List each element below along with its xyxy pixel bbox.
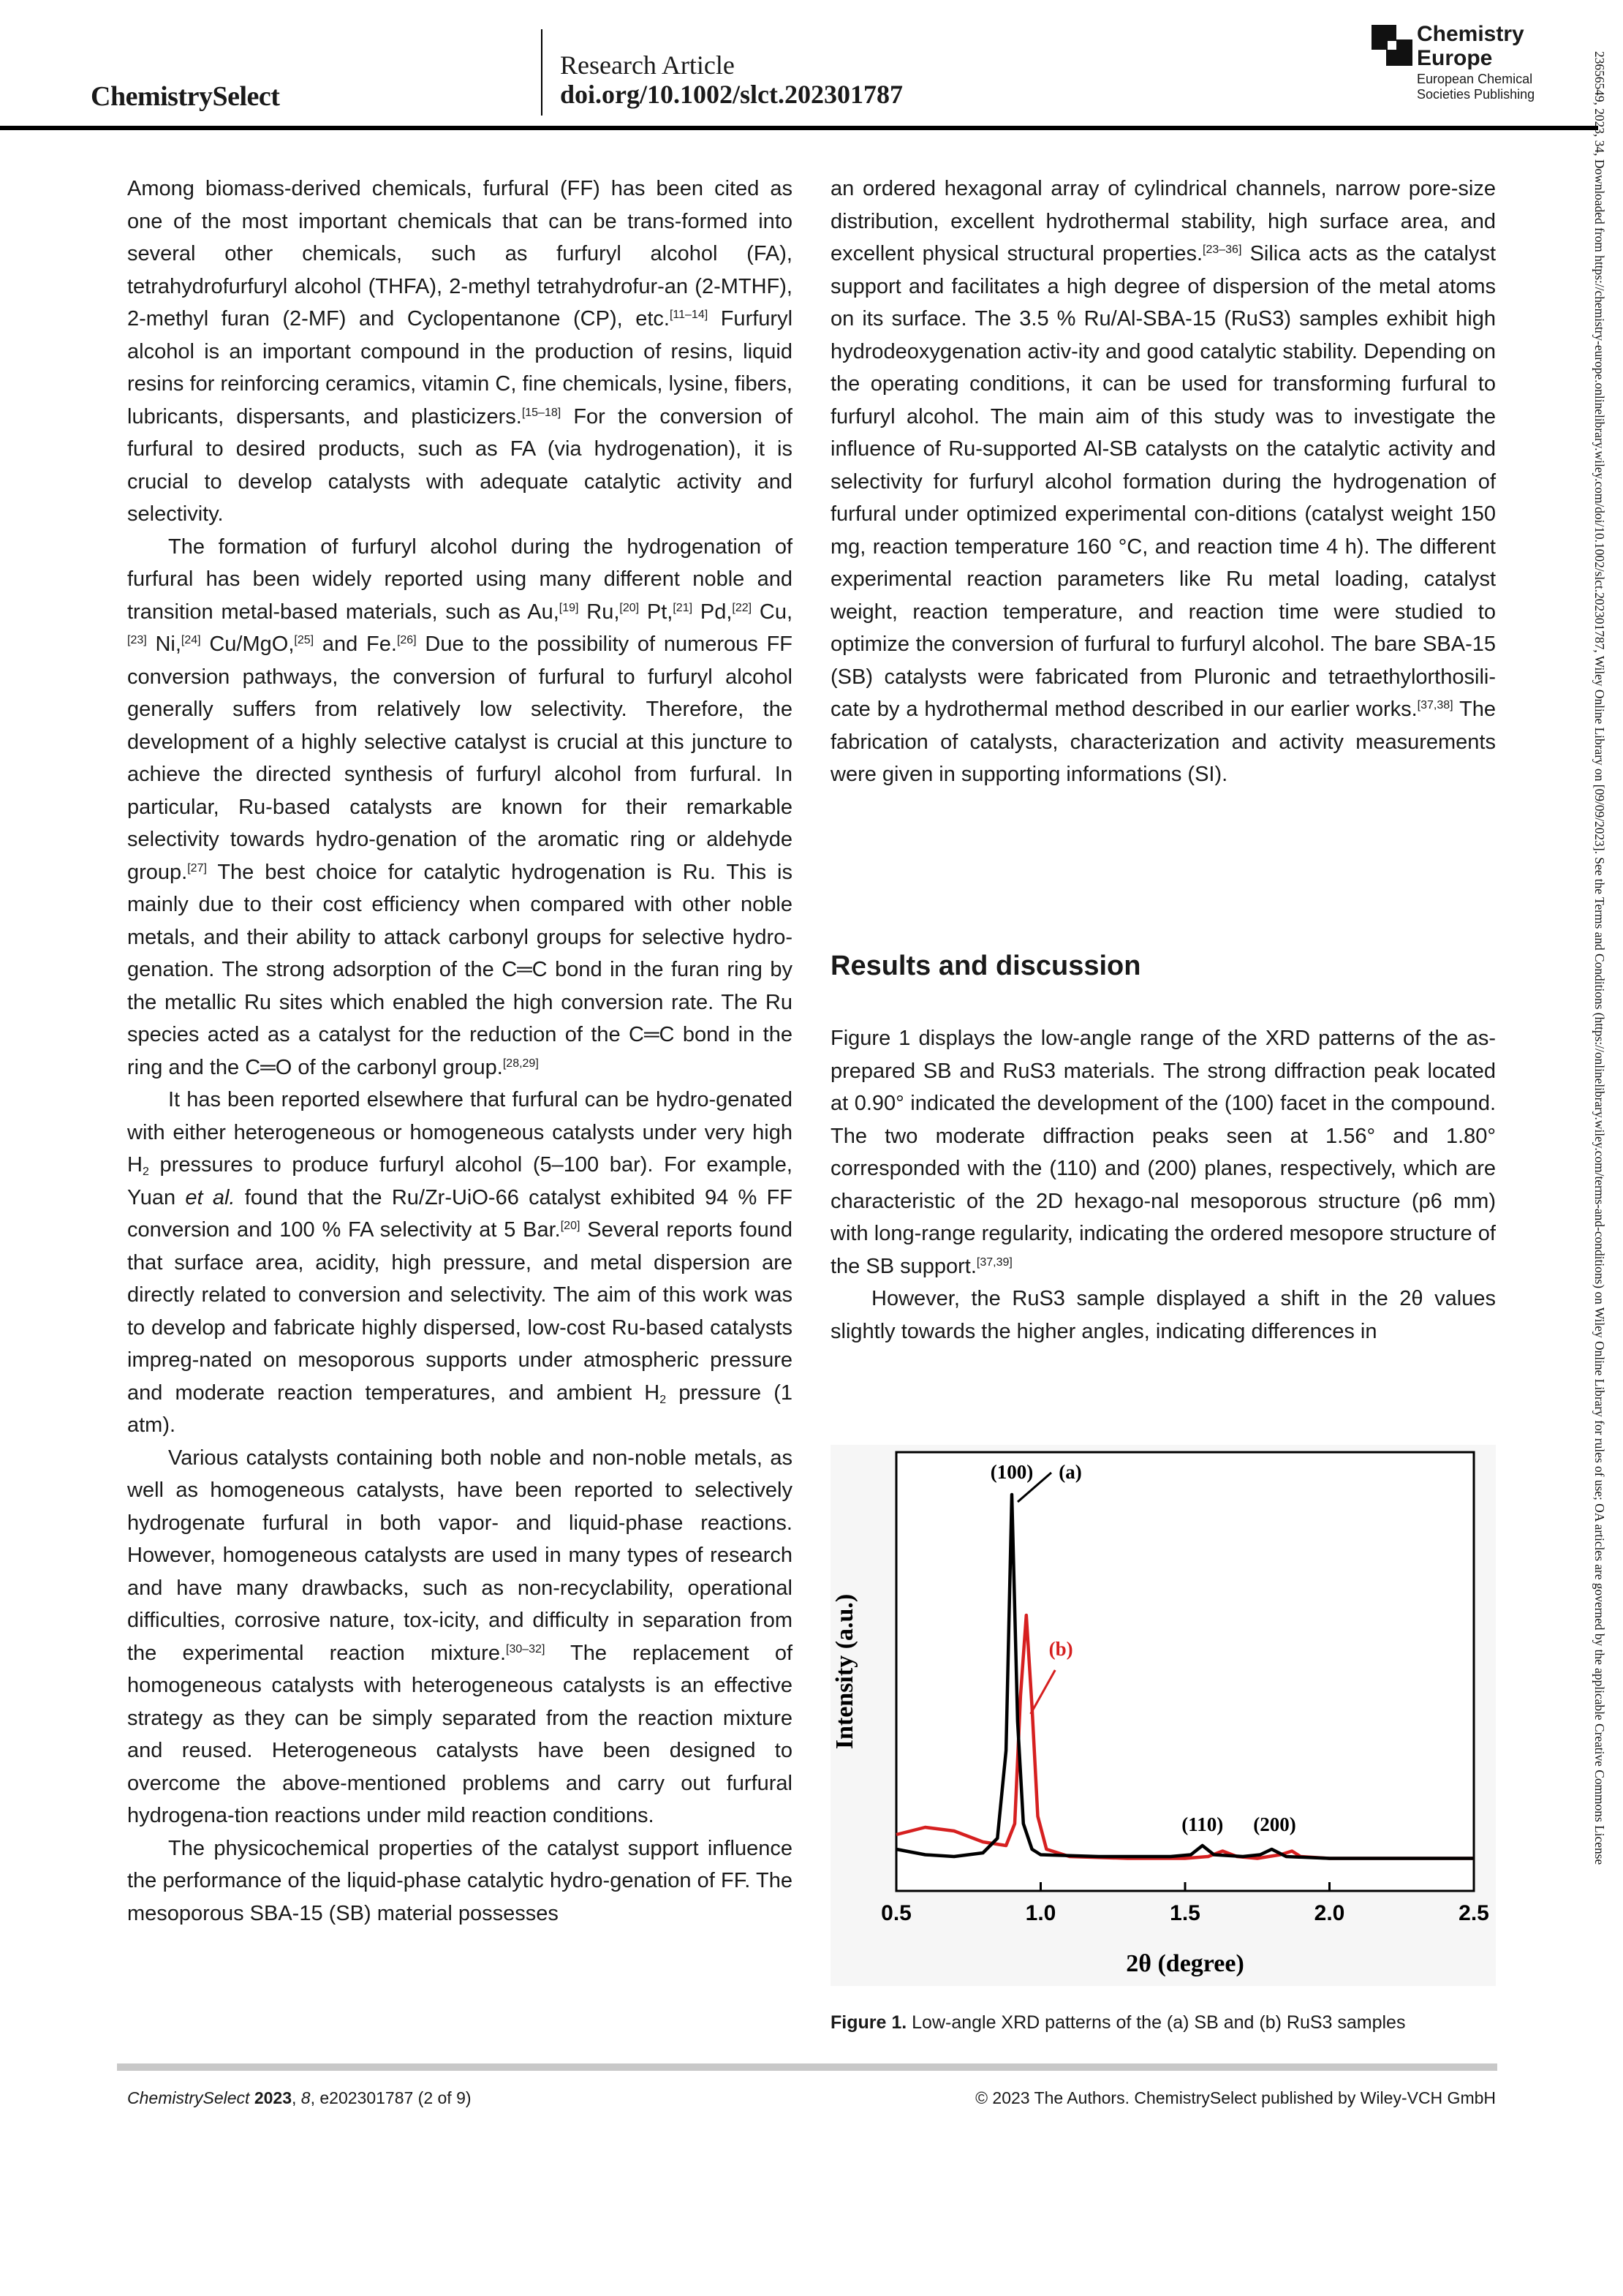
x-tick-label: 1.0 bbox=[1025, 1901, 1056, 1925]
citation: [26] bbox=[396, 634, 417, 646]
citation: [20] bbox=[619, 601, 640, 614]
citation: [23–36] bbox=[1203, 243, 1242, 256]
logo-line2: Europe bbox=[1417, 46, 1493, 70]
x-tick-label: 1.5 bbox=[1170, 1901, 1200, 1925]
paragraph-1: Among biomass-derived chemicals, furfural (FF) has been cited as one of the most important chemicals that can be trans-formed into several other chemicals, such as furfuryl alcohol (FA), tetrahydrofurfuryl alcohol (THFA), 2-methyl tetrahydrofur-an (2-MTHF), 2-methyl furan (2-MF) and Cyclopentanone (CP), etc.[11–14] Furfuryl alcohol is an important compound in the production of resins, liquid resins for reinforcing ceramics, vitamin C, fine chemicals, lysine, fibers, lubricants, dispersants, and plasticizers.[15–18] For the conversion of furfural to desired products, such as FA (via hydrogenation), it is crucial to develop catalysts with adequate catalytic activity and selectivity. bbox=[127, 177, 793, 526]
citation: [37,39] bbox=[976, 1255, 1013, 1269]
x-tick-label: 2.0 bbox=[1314, 1901, 1345, 1925]
citation: [21] bbox=[673, 601, 693, 614]
header-rule bbox=[0, 126, 1598, 130]
logo-sub2: Societies Publishing bbox=[1417, 87, 1535, 102]
x-axis-label: 2θ (degree) bbox=[1126, 1950, 1244, 1977]
x-tick-label: 2.5 bbox=[1459, 1901, 1489, 1925]
article-type: Research Article bbox=[560, 50, 735, 80]
caption-text: Low-angle XRD patterns of the (a) SB and (b) RuS3 samples bbox=[907, 2012, 1406, 2033]
paragraph-6: an ordered hexagonal array of cylindrical channels, narrow pore-size distribution, excellent hydrothermal stability, high surface area, and excellent physical structural properties.[23–36] Silica acts as the catalyst support and facilitates a high degree of dispersion of the metal atoms on its surface. The 3.5 % Ru/Al-SBA-15 (RuS3) samples exhibit high hydrodeoxygenation activ-ity and good catalytic stability. Depending on the operating conditions, it can be used for transforming furfural to furfuryl alcohol. The main aim of this study was to investigate the influence of Ru-supported Al-SB catalysts on the catalytic activity and selectivity for furfuryl alcohol formation during the hydrogenation of furfural under optimized experimental con-ditions (catalyst weight 150 mg, reaction temperature 160 °C, and reaction time 4 h). The different experimental reaction parameters like Ru metal loading, catalyst weight, reaction temperature, and reaction time were studied to optimize the conversion of furfural to furfuryl alcohol. The bare SBA-15 (SB) catalysts were fabricated from Pluronic and tetraethylorthosili-cate by a hydrothermal method described in our earlier works.[37,38] The fabrication of catalysts, characterization and activity measurements were given in supporting informations (SI). bbox=[831, 177, 1496, 786]
doi-link[interactable]: doi.org/10.1002/slct.202301787 bbox=[560, 80, 903, 109]
paragraph-7: Figure 1 displays the low-angle range of the XRD patterns of the as-prepared SB and RuS3 materials. The strong diffraction peak located at 0.90° indicated the development of the (100) facet in the compound. The two moderate diffraction peaks seen at 1.56° and 1.80° corresponded with the (110) and (200) planes, respectively, which are characteristic of the 2D hexago-nal mesoporous structure (p6 mm) with long-range regularity, indicating the ordered mesopore structure of the SB support.[37,39] bbox=[831, 1027, 1496, 1278]
footer-rule bbox=[117, 2063, 1497, 2071]
publisher-logo-subtitle bbox=[1417, 72, 1535, 102]
paragraph-2: The formation of furfuryl alcohol during the hydrogenation of furfural has been widely reported using many different noble and transition metal-based materials, such as Au,[19] Ru,[20] Pt,[21] Pd,[22] Cu,[23] Ni,[24] Cu/MgO,[25] and Fe.[26] Due to the possibility of numerous FF conversion pathways, the conversion of furfural to furfuryl alcohol generally suffers from relatively low selectivity. Therefore, the development of a highly selective catalyst is crucial at this juncture to achieve the directed synthesis of furfuryl alcohol from furfural. In particular, Ru-based catalysts are known for their remarkable selectivity towards hydro-genation of the aromatic ring or aldehyde group.[27] The best choice for catalytic hydrogenation is Ru. This is mainly due to their cost efficiency when compared with other noble metals, and their ability to attack carbonyl groups for selective hydro-genation. The strong adsorption of the C═C bond in the furan ring by the metallic Ru sites which enabled the high conversion rate. The Ru species acted as a catalyst for the reduction of the C═C bond in the ring and the C═O of the carbonyl group.[28,29] bbox=[127, 535, 793, 1079]
citation: [15–18] bbox=[521, 406, 561, 419]
figure-caption bbox=[831, 2012, 1405, 2033]
citation: [37,38] bbox=[1417, 699, 1453, 711]
annotation-110: (110) bbox=[1181, 1813, 1224, 1835]
caption-label: Figure 1. bbox=[831, 2012, 907, 2033]
publisher-logo-text bbox=[1417, 22, 1524, 70]
footer-citation: ChemistrySelect 2023, 8, e202301787 (2 of 9) bbox=[127, 2088, 472, 2107]
footer-copyright: © 2023 The Authors. ChemistrySelect published by Wiley-VCH GmbH bbox=[975, 2088, 1496, 2107]
citation: [22] bbox=[732, 601, 752, 614]
citation: [23] bbox=[127, 634, 147, 646]
citation: [20] bbox=[560, 1220, 580, 1232]
left-column bbox=[127, 173, 792, 1930]
citation: [24] bbox=[181, 634, 201, 646]
annotation-100: (100) bbox=[990, 1461, 1034, 1483]
y-axis-label: Intensity (a.u.) bbox=[831, 1593, 858, 1750]
header-divider bbox=[541, 29, 542, 116]
journal-name: ChemistrySelect bbox=[91, 81, 280, 112]
citation: [30–32] bbox=[506, 1642, 545, 1655]
logo-sub1: European Chemical bbox=[1417, 72, 1533, 86]
download-side-note bbox=[1592, 51, 1608, 2245]
xrd-chart bbox=[831, 1445, 1496, 1986]
citation: [27] bbox=[187, 861, 207, 875]
citation: [11–14] bbox=[669, 309, 708, 321]
paragraph-8: However, the RuS3 sample displayed a shift in the 2θ values slightly towards the higher angles, indicating differences in bbox=[831, 1287, 1496, 1343]
section-heading: Results and discussion bbox=[831, 951, 1141, 981]
side-note-text: 23656549, 2023, 34, Downloaded from https://chemistry-europe.onlinelibrary.wiley.com/doi/10.1002/slct.202301787, Wiley Online Library on [09/09/2023]. See the Terms and Conditions (https://onlinelibrary.wiley.com/terms-and-conditions) on Wiley Online Library for rules of use; OA articles are governed by the applicable Creative Commons License bbox=[1592, 51, 1607, 1865]
right-column bbox=[831, 173, 1496, 791]
annotation-a: (a) bbox=[1059, 1461, 1082, 1483]
citation: [28,29] bbox=[502, 1057, 539, 1070]
citation: [19] bbox=[559, 601, 579, 614]
citation: [25] bbox=[294, 634, 314, 646]
right-column-results bbox=[831, 1022, 1496, 1348]
logo-line1: Chemistry bbox=[1417, 22, 1524, 46]
chemistry-europe-logo-icon bbox=[1372, 25, 1412, 66]
x-tick-label: 0.5 bbox=[881, 1901, 912, 1925]
paragraph-5: The physicochemical properties of the catalyst support influence the performance of the liquid-phase catalytic hydro-genation of FF. The mesoporous SBA-15 (SB) material possesses bbox=[127, 1836, 792, 1925]
paragraph-3: It has been reported elsewhere that furfural can be hydro-genated with either heterogeneous or homogeneous catalysts under very high $H_2$ pressures to produce furfuryl alcohol (5–100 bar). For example, Yuan et al. found that the Ru/Zr-UiO-66 catalyst exhibited 94 % FF conversion and 100 % FA selectivity at 5 Bar.[20] Several reports found that surface area, acidity, high pressure, and metal dispersion are directly related to conversion and selectivity. The aim of this work was to develop and fabricate highly dispersed, low-cost Ru-based catalysts impreg-nated on mesoporous supports under atmospheric pressure and moderate reaction temperatures, and ambient $H_2$ pressure (1 atm). bbox=[127, 1088, 793, 1437]
annotation-b: (b) bbox=[1048, 1638, 1073, 1660]
annotation-200: (200) bbox=[1253, 1813, 1296, 1835]
paragraph-4: Various catalysts containing both noble and non-noble metals, as well as homogeneous catalysts, have been reported to selectively hydrogenate furfural in both vapor- and liquid-phase reactions. However, homogeneous catalysts are used in many types of research and have many drawbacks, such as non-recyclability, operational difficulties, corrosive nature, tox-icity, and difficulty in separation from the experimental reaction mixture.[30–32] The replacement of homogeneous catalysts with heterogeneous catalysts is an effective strategy as they can be simply separated from the reaction mixture and reused. Heterogeneous catalysts have been designed to overcome the above-mentioned problems and carry out furfural hydrogena-tion reactions under mild reaction conditions. bbox=[127, 1446, 792, 1827]
